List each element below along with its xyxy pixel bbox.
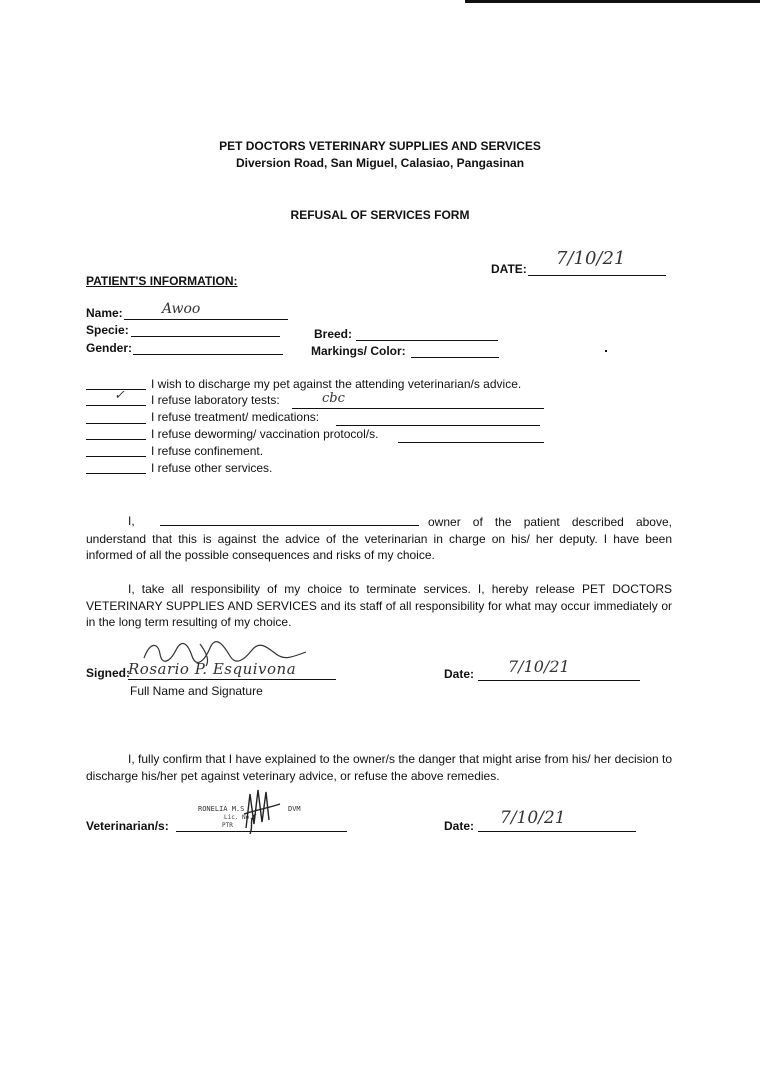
gender-field-line[interactable] bbox=[133, 354, 283, 355]
statement-paragraph-1 bbox=[86, 514, 672, 564]
option-3-text: I refuse treatment/ medications: bbox=[151, 410, 320, 424]
signature-caption: Full Name and Signature bbox=[130, 684, 263, 698]
option-2-check-mark: ✓ bbox=[114, 388, 125, 403]
date-top-value: 7/10/21 bbox=[556, 248, 626, 269]
option-2-text: I refuse laboratory tests: bbox=[151, 393, 280, 407]
option-2-detail-line[interactable] bbox=[292, 408, 544, 409]
statement-paragraph-2 bbox=[86, 581, 672, 631]
patient-section-title: PATIENT'S INFORMATION: bbox=[86, 274, 238, 288]
vet-date-line[interactable] bbox=[478, 831, 636, 832]
option-2-detail-value: cbc bbox=[322, 391, 345, 406]
owner-date-line[interactable] bbox=[478, 680, 640, 681]
option-6-text: I refuse other services. bbox=[151, 461, 273, 475]
option-3-blank[interactable] bbox=[86, 423, 146, 424]
org-address: Diversion Road, San Miguel, Calasiao, Pangasinan bbox=[235, 156, 525, 170]
name-value: Awoo bbox=[162, 301, 201, 317]
form-title: REFUSAL OF SERVICES FORM bbox=[290, 208, 470, 222]
option-5-text: I refuse confinement. bbox=[151, 444, 264, 458]
confirmation-paragraph bbox=[86, 751, 672, 784]
option-4-blank[interactable] bbox=[86, 439, 146, 440]
statement-p1-text: owner of the patient described above, understand that this is against the advice of the veterinarian in charge on his/ her deputy. I have been informed of all the possible consequences and risks of my choice. bbox=[86, 515, 672, 562]
scan-speck bbox=[605, 350, 607, 352]
vet-stamp-line-2: DVM bbox=[288, 805, 301, 813]
option-4-detail-line[interactable] bbox=[398, 442, 544, 443]
vet-stamp-line-3: Lic. No. bbox=[224, 814, 253, 821]
breed-field-line[interactable] bbox=[356, 340, 498, 341]
markings-field-line[interactable] bbox=[411, 357, 499, 358]
name-label: Name: bbox=[86, 306, 123, 320]
vet-date-label: Date: bbox=[444, 819, 475, 833]
option-5-blank[interactable] bbox=[86, 456, 146, 457]
statement-p1-start: I, bbox=[128, 514, 135, 528]
vet-signature-scribble bbox=[236, 784, 296, 844]
date-top-line[interactable] bbox=[528, 275, 666, 276]
vet-stamp-line-1: RONELIA M.S bbox=[198, 805, 245, 813]
vet-stamp-line-4: PTR bbox=[222, 822, 233, 829]
owner-printed-name: Rosario P. Esquivona bbox=[128, 660, 297, 678]
name-field-line[interactable] bbox=[124, 319, 288, 320]
veterinarian-label: Veterinarian/s: bbox=[86, 819, 169, 833]
markings-label: Markings/ Color: bbox=[311, 344, 406, 358]
option-6-blank[interactable] bbox=[86, 473, 146, 474]
signed-label: Signed: bbox=[86, 666, 130, 680]
gender-label: Gender: bbox=[86, 341, 133, 355]
option-4-text: I refuse deworming/ vaccination protocol/s. bbox=[151, 427, 379, 441]
vet-date-value: 7/10/21 bbox=[500, 808, 566, 828]
date-top-label: DATE: bbox=[491, 262, 527, 276]
owner-date-value: 7/10/21 bbox=[508, 657, 570, 676]
org-name: PET DOCTORS VETERINARY SUPPLIES AND SERVICES bbox=[219, 139, 541, 153]
specie-label: Specie: bbox=[86, 323, 129, 337]
confirmation-text: I, fully confirm that I have explained to the owner/s the danger that might arise from his/ her decision to discharge his/her pet against veterinary advice, or refuse the above remedies. bbox=[86, 752, 672, 783]
specie-field-line[interactable] bbox=[131, 336, 280, 337]
option-1-text: I wish to discharge my pet against the attending veterinarian/s advice. bbox=[151, 377, 522, 391]
owner-date-label: Date: bbox=[444, 667, 475, 681]
option-3-detail-line[interactable] bbox=[336, 425, 540, 426]
statement-p2-text: I, take all responsibility of my choice to terminate services. I, hereby release PET DOCTORS VETERINARY SUPPLIES AND SERVICES and its staff of all responsibility for what may occur immediately or in the long term resulting of my choice. bbox=[86, 582, 672, 629]
scan-edge-bar bbox=[465, 0, 760, 3]
option-2-blank[interactable] bbox=[86, 405, 146, 406]
breed-label: Breed: bbox=[314, 327, 353, 341]
owner-signature-line[interactable] bbox=[128, 679, 336, 680]
